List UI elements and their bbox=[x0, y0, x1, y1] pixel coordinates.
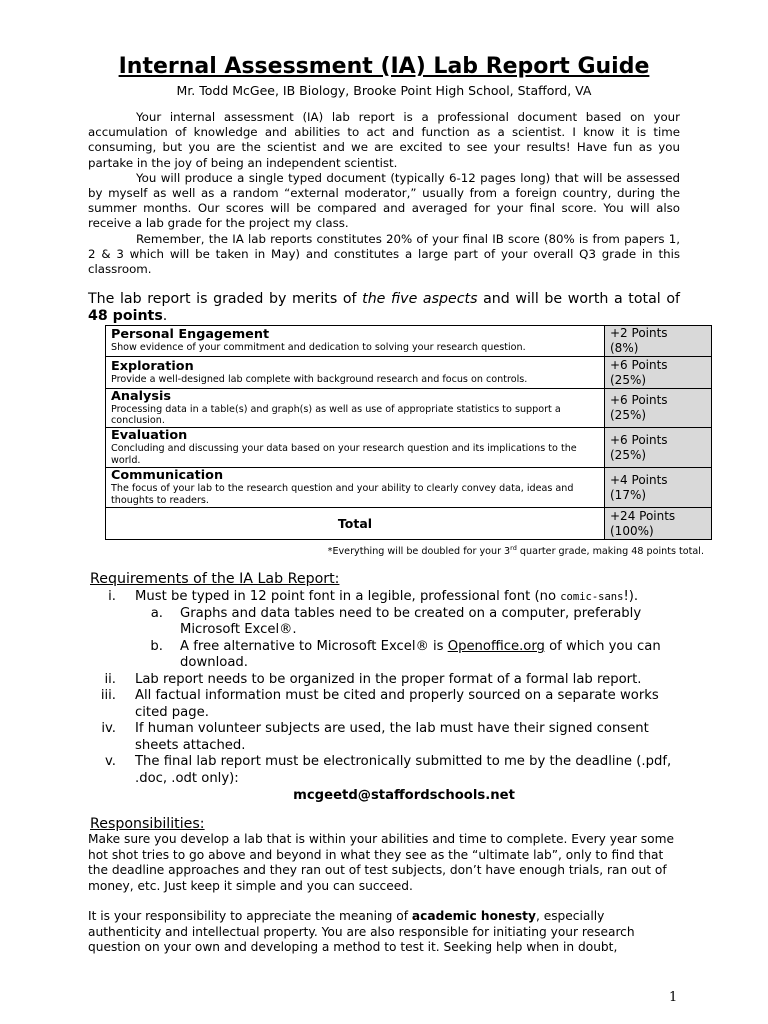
aspect-description: Provide a well-designed lab complete with background research and focus on controls. bbox=[111, 373, 528, 385]
responsibilities-section bbox=[88, 832, 680, 956]
aspect-description: Concluding and discussing your data based on your research question and its implications to the world. bbox=[111, 443, 577, 466]
requirements-list bbox=[88, 589, 680, 787]
list-item: v. The final lab report must be electronically submitted to me by the deadline (.pdf, .doc, .odt only): bbox=[105, 754, 672, 786]
aspect-points: +4 Points (17%) bbox=[605, 468, 712, 508]
list-item: i. Must be typed in 12 point font in a legible, professional font (no comic-sans!). a. Graphs and data tables need to be created on a computer, preferably Microsoft Excel®. b. A free alternative to Microsoft Excel® is Openoffice.org of which you can download. bbox=[88, 589, 680, 672]
sub-list-item: b. A free alternative to Microsoft Excel® is Openoffice.org of which you can download. bbox=[150, 638, 661, 671]
document-subtitle: Mr. Todd McGee, IB Biology, Brooke Point High School, Stafford, VA bbox=[176, 83, 592, 98]
list-item: iii. All factual information must be cited and properly sourced on a separate works cited page. bbox=[100, 688, 659, 720]
page-number: 1 bbox=[669, 990, 678, 1005]
responsibilities-paragraph: It is your responsibility to appreciate the meaning of academic honesty, especially authenticity and intellectual property. You are also responsible for initiating your research question on your own and developing a method to test it. Seeking help when in doubt, bbox=[88, 909, 635, 955]
intro-paragraph: Your internal assessment (IA) lab report is a professional document based on your accumulation of knowledge and abilities to act and function as a scientist. I know it is time consuming, but you are the scientist and we are excited to see your results! Have fun as you partake in the joy of being an independent scientist. bbox=[88, 110, 680, 170]
aspect-points: +2 Points (8%) bbox=[605, 326, 712, 357]
total-label: Total bbox=[106, 508, 605, 540]
aspect-name: Evaluation bbox=[111, 428, 188, 444]
sub-list-item: a. Graphs and data tables need to be created on a computer, preferably Microsoft Excel®. bbox=[150, 605, 642, 638]
rubric-total-row bbox=[106, 508, 712, 540]
aspect-points: +6 Points (25%) bbox=[605, 428, 712, 468]
total-points-emphasis: 48 points bbox=[88, 308, 163, 325]
intro-paragraph: You will produce a single typed document (typically 6-12 pages long) that will be assessed by myself as well as a random “external moderator,” usually from a foreign country, during the summer months. Our scores will be compared and averaged for your final score. You will also receive a lab grade for the project my class. bbox=[88, 170, 680, 231]
rubric-row bbox=[106, 389, 712, 428]
rubric-table bbox=[105, 325, 712, 540]
document-page bbox=[88, 52, 704, 956]
rubric-footnote: *Everything will be doubled for your 3rd quarter grade, making 48 points total. bbox=[327, 544, 704, 558]
aspect-points: +6 Points (25%) bbox=[605, 357, 712, 389]
rubric-row bbox=[106, 357, 712, 389]
aspect-description: Show evidence of your commitment and dedication to solving your research question. bbox=[111, 342, 526, 354]
responsibilities-paragraph: Make sure you develop a lab that is within your abilities and time to complete. Every year some hot shot tries to go above and beyond in what they see as the “ultimate lab”, only to find that the deadline approaches and they ran out of test subjects, don’t have enough trials, ran out of money, etc. Just keep it simple and you can succeed. bbox=[88, 832, 674, 893]
academic-honesty-emphasis: academic honesty bbox=[411, 909, 536, 924]
document-title: Internal Assessment (IA) Lab Report Guide bbox=[118, 54, 650, 79]
aspect-name: Exploration bbox=[111, 358, 194, 374]
rubric-row bbox=[106, 468, 712, 508]
intro-section bbox=[88, 110, 680, 277]
responsibilities-heading: Responsibilities: bbox=[90, 816, 205, 833]
aspect-name: Analysis bbox=[111, 388, 171, 404]
openoffice-link[interactable]: Openoffice.org bbox=[447, 638, 545, 654]
aspect-description: The focus of your lab to the research question and your ability to clearly convey data, ideas and thoughts to readers. bbox=[111, 483, 574, 506]
requirements-heading: Requirements of the IA Lab Report: bbox=[90, 571, 340, 588]
grading-statement: The lab report is graded by merits of the five aspects and will be worth a total of 48 points. bbox=[88, 291, 681, 325]
rubric-row bbox=[106, 326, 712, 357]
rubric-row bbox=[106, 428, 712, 468]
aspect-points: +6 Points (25%) bbox=[605, 389, 712, 428]
five-aspects-emphasis: the five aspects bbox=[362, 291, 478, 308]
total-points: +24 Points (100%) bbox=[605, 508, 712, 540]
intro-paragraph: Remember, the IA lab reports constitutes 20% of your final IB score (80% is from papers 1, 2 & 3 which will be taken in May) and constitutes a large part of your overall Q3 grade in this classroom. bbox=[88, 231, 680, 277]
aspect-name: Personal Engagement bbox=[111, 327, 270, 343]
list-item: ii. Lab report needs to be organized in the proper format of a formal lab report. bbox=[104, 671, 642, 687]
list-item: iv. If human volunteer subjects are used, the lab must have their signed consent sheets attached. bbox=[101, 721, 649, 753]
aspect-description: Processing data in a table(s) and graph(s) as well as use of appropriate statistics to support a conclusion. bbox=[111, 403, 561, 427]
submission-email[interactable]: mcgeetd@staffordschools.net bbox=[293, 788, 515, 804]
aspect-name: Communication bbox=[111, 468, 224, 484]
